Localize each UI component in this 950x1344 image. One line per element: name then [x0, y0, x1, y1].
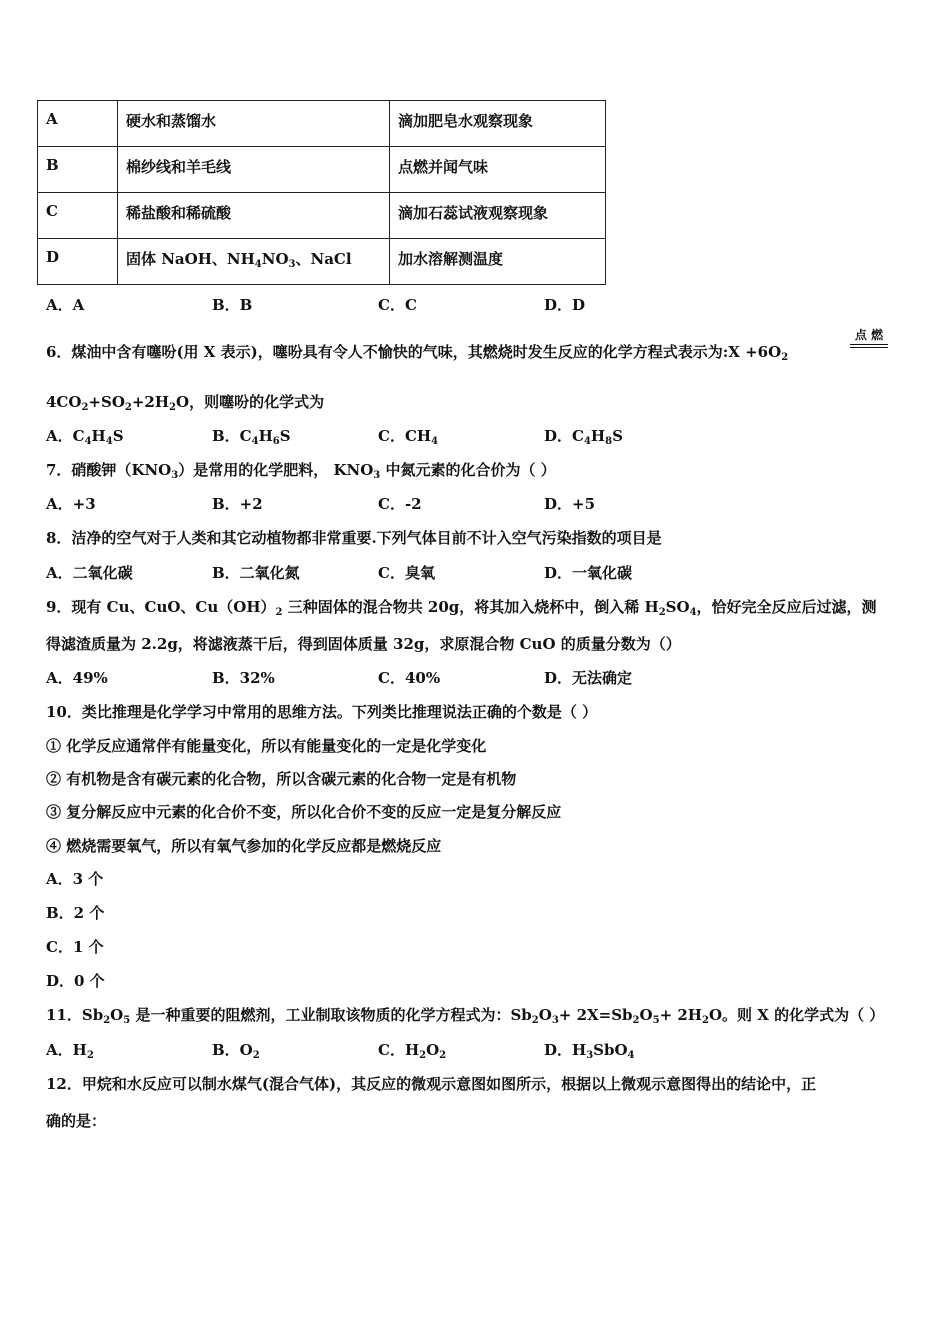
option[interactable]: C．-2	[378, 495, 422, 513]
option[interactable]: B．+2	[212, 495, 263, 513]
table-row	[38, 147, 606, 193]
row-method: 加水溶解测温度	[390, 239, 606, 285]
q10-statement-2: ② 有机物是含有碳元素的化合物，所以含碳元素的化合物一定是有机物	[46, 770, 517, 788]
option[interactable]: B．二氧化氮	[212, 564, 300, 582]
table-row	[38, 193, 606, 239]
option[interactable]: D．一氧化碳	[544, 564, 633, 582]
option[interactable]: C．$H_2O_2$	[378, 1041, 447, 1061]
row-items: 棉纱线和羊毛线	[118, 147, 390, 193]
q5-options	[46, 294, 710, 315]
q12-stem-line2: 确的是：	[46, 1112, 107, 1130]
q10-statement-1: ① 化学反应通常伴有能量变化，所以有能量变化的一定是化学变化	[46, 737, 487, 755]
reaction-condition	[850, 326, 888, 348]
double-bar-icon	[850, 344, 888, 348]
q9-options	[46, 667, 710, 688]
q9-stem-line1: 9．现有 Cu、CuO、$Cu(OH)_2$ 三种固体的混合物共 20g，将其加入烧杯中，倒入稀 $H_2SO_4$，恰好完全反应后过滤，测	[46, 598, 877, 618]
row-key: C	[38, 193, 118, 239]
row-key: A	[38, 101, 118, 147]
option[interactable]: C．臭氧	[378, 564, 435, 582]
row-items: 稀盐酸和稀硫酸	[118, 193, 390, 239]
option[interactable]: B．$O_2$	[212, 1041, 260, 1061]
option[interactable]: A．A	[46, 296, 85, 314]
option[interactable]: C．C	[378, 296, 417, 314]
q6-options	[46, 425, 710, 446]
q10-option-a[interactable]: A．3 个	[46, 870, 104, 888]
q10-option-c[interactable]: C．1 个	[46, 938, 104, 956]
q10-stem: 10．类比推理是化学学习中常用的思维方法。下列类比推理说法正确的个数是（ ）	[46, 703, 598, 721]
q6-stem-line2: $4CO_2+SO_2+2H_2O$，则噻吩的化学式为	[46, 393, 325, 413]
options-table	[37, 100, 606, 285]
q6-stem-line1: 6．煤油中含有噻吩(用 X 表示)，噻吩具有令人不愉快的气味，其燃烧时发生反应的化学方程式表示为:X $+6O_2$	[46, 343, 789, 363]
condition-label: 点 燃	[854, 328, 884, 342]
q12-stem-line1: 12．甲烷和水反应可以制水煤气(混合气体)，其反应的微观示意图如图所示，根据以上微观示意图得出的结论中，正	[46, 1075, 817, 1093]
row-method: 点燃并闻气味	[390, 147, 606, 193]
q11-stem: 11．$Sb_2O_5$ 是一种重要的阻燃剂，工业制取该物质的化学方程式为：$Sb_2O_3+ 2X=Sb_2O_5+ 2H_2O$。则 X 的化学式为（ ）	[46, 1006, 885, 1026]
row-key: D	[38, 239, 118, 285]
option[interactable]: C．$CH_4$	[378, 427, 439, 447]
option[interactable]: A．+3	[46, 495, 96, 513]
q8-options	[46, 562, 710, 583]
option[interactable]: D．无法确定	[544, 669, 633, 687]
option[interactable]: B．32%	[212, 669, 275, 687]
q8-stem: 8．洁净的空气对于人类和其它动植物都非常重要.下列气体目前不计入空气污染指数的项目是	[46, 529, 662, 547]
q10-statement-4: ④ 燃烧需要氧气，所以有氧气参加的化学反应都是燃烧反应	[46, 837, 442, 855]
row-method: 滴加石蕊试液观察现象	[390, 193, 606, 239]
option[interactable]: D．D	[544, 296, 586, 314]
option[interactable]: D．$C_4H_8S$	[544, 427, 623, 447]
option[interactable]: A．二氧化碳	[46, 564, 133, 582]
option[interactable]: D．$H_3SbO_4$	[544, 1041, 635, 1061]
table-row	[38, 239, 606, 285]
option[interactable]: B．B	[212, 296, 253, 314]
option[interactable]: A．$C_4H_4S$	[46, 427, 124, 447]
table-row	[38, 101, 606, 147]
row-items: 固体 NaOH、$NH_4NO_3$、NaCl	[118, 239, 390, 285]
q10-option-b[interactable]: B．2 个	[46, 904, 105, 922]
row-items: 硬水和蒸馏水	[118, 101, 390, 147]
q7-stem: 7．硝酸钾$(KNO_3)$是常用的化学肥料， $KNO_3$ 中氮元素的化合价为（ ）	[46, 461, 556, 481]
row-key: B	[38, 147, 118, 193]
q10-option-d[interactable]: D．0 个	[46, 972, 105, 990]
option[interactable]: A．$H_2$	[46, 1041, 94, 1061]
option[interactable]: D．+5	[544, 495, 596, 513]
q11-options	[46, 1039, 710, 1060]
option[interactable]: A．49%	[46, 669, 108, 687]
row-method: 滴加肥皂水观察现象	[390, 101, 606, 147]
q10-statement-3: ③ 复分解反应中元素的化合价不变，所以化合价不变的反应一定是复分解反应	[46, 803, 562, 821]
q7-options	[46, 493, 710, 514]
option[interactable]: B．$C_4H_6S$	[212, 427, 291, 447]
option[interactable]: C．40%	[378, 669, 441, 687]
q9-stem-line2: 得滤渣质量为 2.2g，将滤液蒸干后，得到固体质量 32g，求原混合物 CuO 的质量分数为（）	[46, 635, 681, 653]
